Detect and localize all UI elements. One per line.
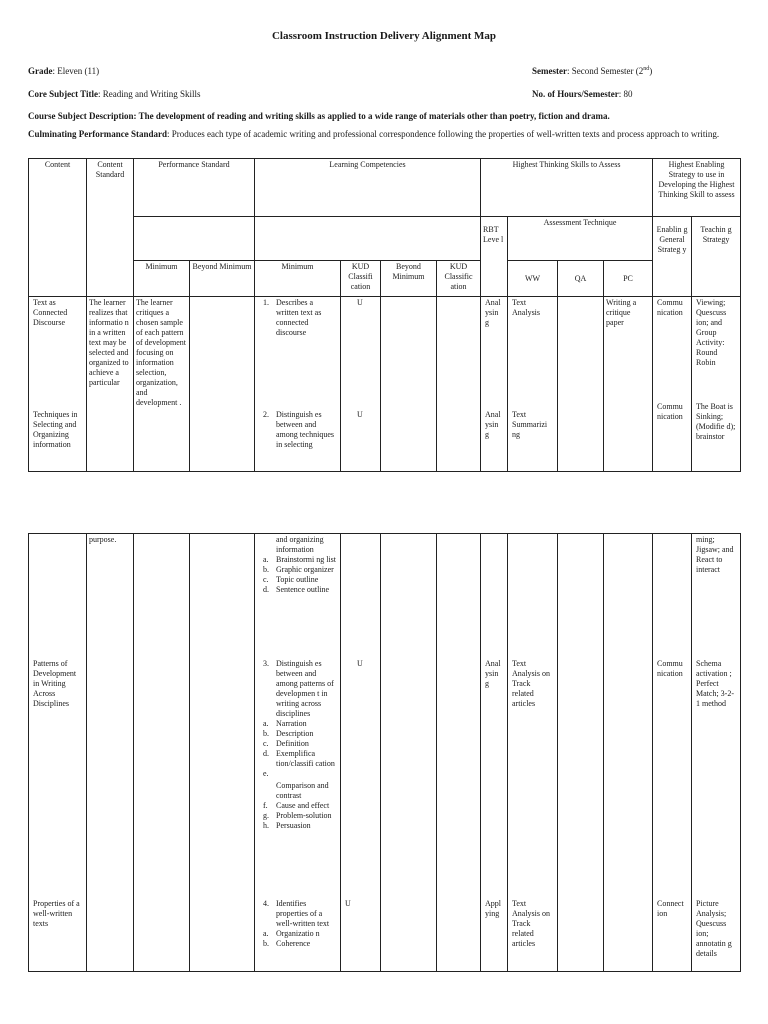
competency-3-number: 3. [263,659,269,668]
core-subject-label: Core Subject Title [28,89,98,99]
competency-2-item-b-number: b. [263,565,269,574]
general-strategy-cell-p2 [653,534,692,972]
rbt-cell-p2 [481,534,508,972]
competency-3-item-b: Description [276,729,314,738]
hours-value: : 80 [618,89,633,99]
competency-2-item-b: Graphic organizer [276,565,334,574]
rbt-3: Anal ysin g [485,659,501,688]
competency-2-cont-text: and organizing information [276,535,324,554]
qa-cell [558,297,604,472]
semester-value: : Second Semester (2 [566,66,644,76]
competency-2-item-d: Sentence outline [276,585,330,594]
ww-2: Text Summarizi ng [512,410,548,439]
kud-1: U [357,298,363,307]
header-ps-minimum: Minimum [134,261,190,297]
header-kud-classification-2: KUD Classific ation [437,261,481,297]
header-qa: QA [558,261,604,297]
competency-4-item-a: Organizatio n [276,929,320,938]
hours-label: No. of Hours/Semester [532,89,619,99]
competency-3-item-e2: Comparison and contrast [276,781,329,800]
teaching-strategy-3: Schema activation ; Perfect Match; 3-2-1 method [696,659,734,708]
kud-beyond-cell [437,297,481,472]
header-ww: WW [508,261,558,297]
content-properties-texts: Properties of a well-written texts [33,899,80,928]
content-standard-continued: purpose. [89,535,117,544]
teaching-strategy-cell-p2 [692,534,741,972]
competency-3-item-a: Narration [276,719,307,728]
competency-1 [257,298,338,338]
course-description-label: Course Subject Description [28,111,134,121]
semester-sup: nd [643,66,650,72]
culminating-standard [28,128,740,140]
pc-cell: Writing a critique paper [604,297,653,472]
lc-beyond-cell [381,297,437,472]
content-text-connected: Text as Connected Discourse [33,298,68,327]
grade-line [28,66,99,76]
kud-beyond-cell-p2 [437,534,481,972]
course-description [28,110,740,122]
grade-value: : Eleven (11) [52,66,100,76]
competency-4 [257,899,338,949]
performance-beyond-cell-p2 [190,534,255,972]
teaching-strategy-1: Viewing; Quescuss ion; and Group Activity: Round Robin [696,298,727,367]
header-enabling-general-strategy: Enablin g General Strateg y [653,217,692,297]
alignment-map-table-page1 [28,158,741,472]
core-subject-value: : Reading and Writing Skills [98,89,201,99]
ww-4: Text Analysis on Track related articles [512,899,550,948]
kud-3: U [357,659,363,668]
competency-3-item-g: Problem-solution [276,811,332,820]
content-patterns-development: Patterns of Development in Writing Across Disciplines [33,659,77,708]
competency-2-item-d-number: d. [263,585,269,594]
content-cell [29,297,87,472]
grade-label: Grade [28,66,53,76]
competency-4-number: 4. [263,899,269,908]
competency-4-item-b-number: b. [263,939,269,948]
header-rbt-level: RBT Leve l [481,217,508,297]
document-title: Classroom Instruction Delivery Alignment Map [271,30,497,42]
pc-cell-p2 [604,534,653,972]
competency-3-item-e-number: e. [263,769,269,778]
competency-3-item-h: Persuasion [276,821,311,830]
performance-minimum-cell: The learner critiques a chosen sample of each pattern of development focusing on information selection, organization, and development . [134,297,190,472]
teaching-strategy-cell [692,297,741,472]
ww-cell [508,297,558,472]
header-highest-thinking-skills: Highest Thinking Skills to Assess [481,159,653,217]
performance-minimum-cell-p2 [134,534,190,972]
ww-1: Text Analysis [512,298,541,317]
competency-2-number: 2. [263,410,269,419]
competency-2-item-a-number: a. [263,555,269,564]
core-subject-line [28,89,200,99]
ww-cell-p2 [508,534,558,972]
header-lc-minimum: Minimum [255,261,341,297]
competency-3-text: Distinguish es between and among patterns of developmen t in writing across disciplines [276,659,334,718]
kud-4: U [345,899,351,908]
semester-close: ) [649,66,653,76]
rbt-4: Appl ying [485,899,501,918]
content-standard-cell: The learner realizes that informatio n in a written text may be selected and organized to achieve a particular [87,297,134,472]
competency-minimum-cell-p2 [255,534,341,972]
header-learning-competencies: Learning Competencies [255,159,481,217]
header-ps-beyond-minimum: Beyond Minimum [190,261,255,297]
general-strategy-2: Commu nication [657,402,683,421]
teaching-strategy-4: Picture Analysis; Quescuss ion; annotatin g details [696,899,732,958]
competency-2-item-c-number: c. [263,575,269,584]
competency-3 [257,659,338,831]
competency-2-continued [257,535,338,595]
content-cell-p2 [29,534,87,972]
competency-3-item-d-number: d. [263,749,269,758]
culminating-standard-label: Culminating Performance Standard [28,129,167,139]
competency-3-item-b-number: b. [263,729,269,738]
competency-3-item-g-number: g. [263,811,269,820]
content-techniques-selecting: Techniques in Selecting and Organizing information [33,410,78,449]
header-teaching-strategy: Teachin g Strategy [692,217,741,297]
content-standard-cell-p2 [87,534,134,972]
semester-line [532,66,652,76]
competency-2-text: Distinguish es between and among techniques in selecting [276,410,334,449]
kud-2: U [357,410,363,419]
culminating-standard-value: : Produces each type of academic writing and professional correspondence following the properties of well-written texts and process approach to writing. [167,129,720,139]
competency-1-number: 1. [263,298,269,307]
teaching-strategy-2: The Boat is Sinking; (Modifie d); brainstor [696,402,736,441]
kud-cell [341,297,381,472]
performance-beyond-cell [190,297,255,472]
header-performance-standard: Performance Standard [134,159,255,217]
kud-cell-p2 [341,534,381,972]
competency-3-item-a-number: a. [263,719,269,728]
competency-minimum-cell [255,297,341,472]
header-content: Content [29,159,87,297]
rbt-1: Anal ysin g [485,298,501,327]
competency-3-item-f: Cause and effect [276,801,330,810]
competency-2-item-c: Topic outline [276,575,319,584]
rbt-cell [481,297,508,472]
rbt-2: Anal ysin g [485,410,501,439]
competency-4-text: Identifies properties of a well-written text [276,899,330,928]
hours-line [532,89,633,99]
lc-beyond-cell-p2 [381,534,437,972]
header-content-standard: Content Standard [87,159,134,297]
general-strategy-3: Commu nication [657,659,683,678]
competency-2-item-a: Brainstormi ng list [276,555,336,564]
header-assessment-technique: Assessment Technique [508,217,653,261]
header-highest-enabling-strategy: Highest Enabling Strategy to use in Developing the Highest Thinking Skill to assess [653,159,741,217]
header-lc-spacer [255,217,481,261]
ww-3: Text Analysis on Track related articles [512,659,550,708]
competency-3-item-d: Exemplifica tion/classifi cation [276,749,335,768]
competency-2 [257,410,338,450]
competency-4-item-a-number: a. [263,929,269,938]
competency-3-item-h-number: h. [263,821,269,830]
alignment-map-table-page2 [28,533,741,972]
general-strategy-4: Connect ion [657,899,684,918]
general-strategy-cell [653,297,692,472]
header-ps-spacer [134,217,255,261]
general-strategy-1: Commu nication [657,298,683,317]
header-lc-beyond-minimum: Beyond Minimum [381,261,437,297]
semester-label: Semester [532,66,567,76]
competency-1-text: Describes a written text as connected discourse [276,298,322,337]
header-pc: PC [604,261,653,297]
competency-3-item-f-number: f. [263,801,268,810]
qa-cell-p2 [558,534,604,972]
header-kud-classification-1: KUD Classifi cation [341,261,381,297]
competency-3-item-c-number: c. [263,739,269,748]
teaching-strategy-2-continued: ming; Jigsaw; and React to interact [696,535,734,574]
competency-3-item-c: Definition [276,739,309,748]
competency-4-item-b: Coherence [276,939,311,948]
course-description-value: : The development of reading and writing skills as applied to a wide range of materials other than poetry, fiction and drama. [133,111,610,121]
